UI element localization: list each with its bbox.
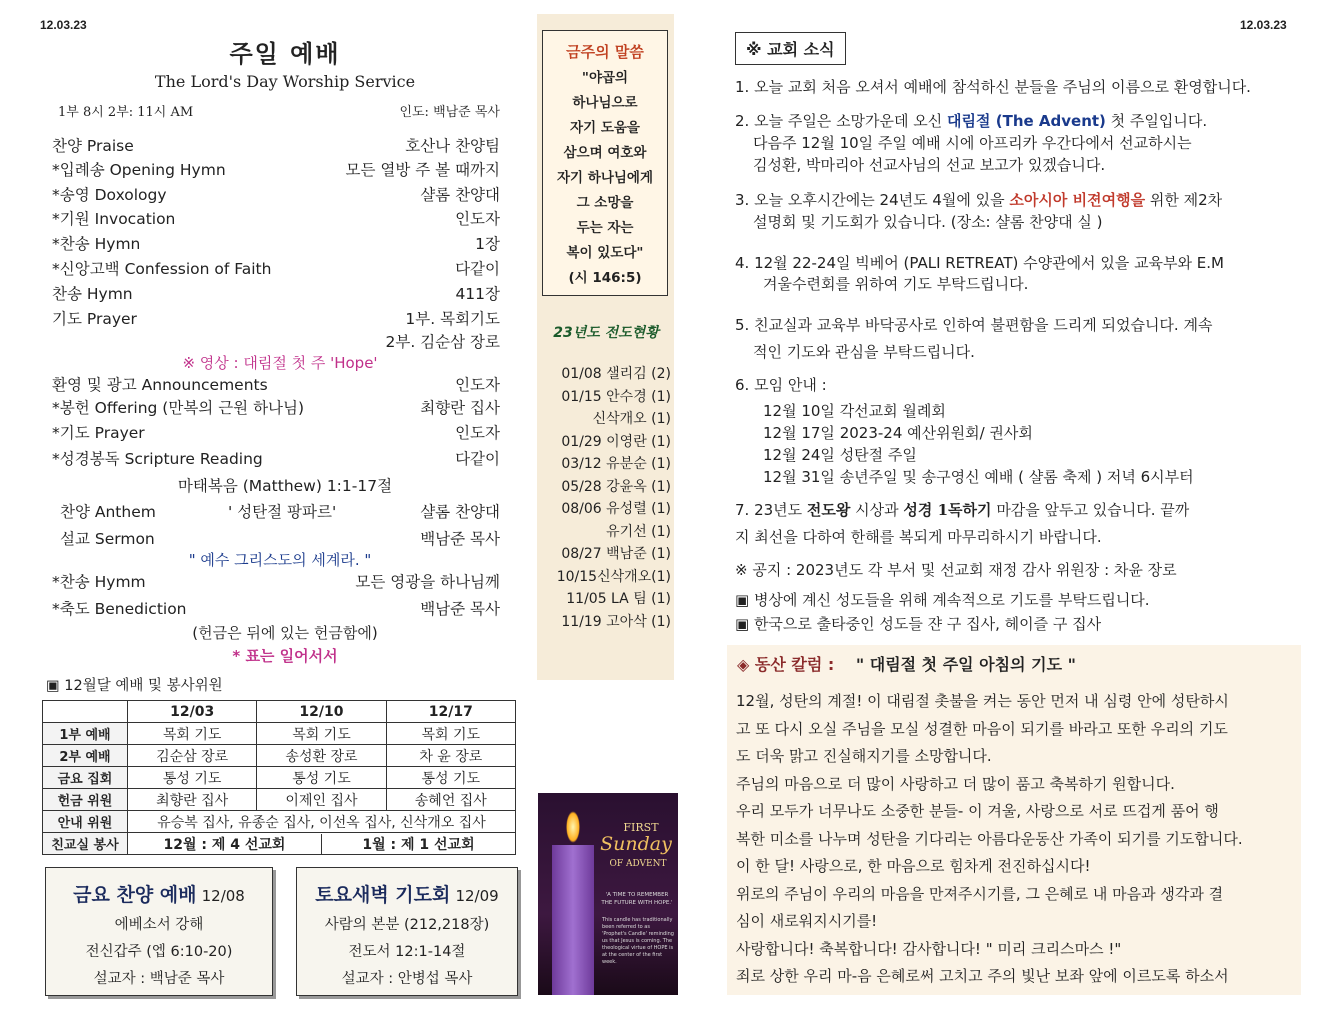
friday-worship-box <box>45 867 273 996</box>
table-corner <box>43 701 128 723</box>
saturday-line2: 전도서 12:1-14절 <box>348 944 466 960</box>
duty-table <box>42 700 516 855</box>
saturday-title: 토요새벽 기도회 <box>315 884 451 906</box>
anthem-choir: 샬롬 찬양대 <box>420 503 500 521</box>
list-item: 08/27 백남준 (1) <box>561 546 671 562</box>
meeting-item: 12월 24일 성탄절 주일 <box>763 446 917 464</box>
date-right: 12.03.23 <box>1240 18 1287 32</box>
meeting-item: 12월 31일 송년주일 및 송구영신 예배 ( 샬롬 축제 ) 저녁 6시부터 <box>763 468 1194 486</box>
order-row: *신앙고백 Confession of Faith 다같이 <box>52 260 500 278</box>
order-row: *기원 Invocation 인도자 <box>52 210 500 228</box>
worship-times: 1부 8시 2부: 11시 AM <box>58 105 194 120</box>
friday-line2: 전신갑주 (엡 6:10-20) <box>85 944 233 960</box>
meeting-item: 12월 17일 2023-24 예산위원회/ 권사회 <box>763 424 1033 442</box>
meeting-item: 12월 10일 각선교회 월례회 <box>763 402 946 420</box>
advent-candle-image: FIRST Sunday OF ADVENT 'A TIME TO REMEMBER THE FUTURE WITH HOPE.' This candle has traditionally been referred to as 'Prophet's Candle' reminding us that Jesus is coming. The theological virtue of HOPE is at the center of the first week. <box>538 793 678 995</box>
news-item-4-line2: 겨울수련회를 위하여 기도 부탁드립니다. <box>763 275 1029 293</box>
weekly-verse-box: 금주의 말씀 "야곱의 하나님으로 자기 도움을 삼으며 여호와 자기 하나님에게 그 소망을 두는 자는 복이 있도다" (시 146:5) <box>542 30 668 296</box>
order-row: *송영 Doxology 샬롬 찬양대 <box>52 186 500 204</box>
closing-hymn-label: *찬송 Hymm <box>52 573 146 591</box>
worship-subtitle: The Lord's Day Worship Service <box>154 72 416 91</box>
order-row: *기도 Prayer 인도자 <box>52 424 500 442</box>
friday-date: 12/08 <box>201 887 245 905</box>
order-row: *봉헌 Offering (만복의 근원 하나님) 최향란 집사 <box>52 399 500 417</box>
sermon-label: 설교 Sermon <box>60 530 155 548</box>
news-item-7-line2: 지 최선을 다하여 한해를 복되게 마무리하시기 바랍니다. <box>735 528 1102 546</box>
news-item-2-line3: 김성환, 박마리아 선교사님의 선교 보고가 있겠습니다. <box>753 156 1106 174</box>
scripture-ref: 마태복음 (Matthew) 1:1-17절 <box>177 477 393 495</box>
notice: ※ 공지 : 2023년도 각 부서 및 선교회 재정 감사 위원장 : 차윤 장로 <box>735 561 1177 579</box>
table-header-row <box>43 701 516 723</box>
table-row: 금요 집회 통성 기도 통성 기도 통성 기도 <box>43 767 516 789</box>
list-item: 08/06 유성렬 (1) <box>561 501 671 517</box>
table-row: 안내 위원 유승복 집사, 유종순 집사, 이선옥 집사, 신삭개오 집사 <box>43 811 516 833</box>
order-row: 환영 및 광고 Announcements 인도자 <box>52 376 500 394</box>
date-left: 12.03.23 <box>40 18 87 32</box>
saturday-prayer-box <box>296 867 518 996</box>
saturday-line1: 사람의 본분 (212,218장) <box>324 917 490 933</box>
list-item: 01/08 샐리김 (2) <box>561 366 671 382</box>
prayer-request: ▣ 병상에 계신 성도들을 위해 계속적으로 기도를 부탁드립니다. <box>735 591 1150 609</box>
news-item-1: 1. 오늘 교회 처음 오셔서 예배에 참석하신 분들을 주님의 이름으로 환영합니다. <box>735 78 1251 96</box>
order-row: 기도 Prayer 1부. 목회기도 <box>52 310 500 328</box>
news-item-6: 6. 모임 안내 : <box>735 376 827 394</box>
order-row: 찬송 Hymn 411장 <box>52 285 500 303</box>
news-item-5: 5. 친교실과 교육부 바닥공사로 인하여 불편함을 드리게 되었습니다. 계속 <box>735 316 1213 334</box>
order-row: *찬송 Hymn 1장 <box>52 235 500 253</box>
travel-note: ▣ 한국으로 출타중인 성도들 쟌 구 집사, 헤이즐 구 집사 <box>735 615 1102 633</box>
anthem-label: 찬양 Anthem <box>60 503 156 521</box>
list-item: 01/15 안수경 (1) <box>561 389 671 405</box>
table-header: 12/17 <box>386 701 515 723</box>
list-item: 01/29 이영란 (1) <box>561 434 671 450</box>
list-item: 03/12 유분순 (1) <box>561 456 671 472</box>
offering-note: (헌금은 뒤에 있는 헌금함에) <box>192 624 378 642</box>
list-item: 05/28 강윤옥 (1) <box>561 479 671 495</box>
duty-heading: ▣ 12월달 예배 및 봉사위원 <box>46 678 223 694</box>
stand-note: * 표는 일어서서 <box>232 647 338 665</box>
friday-line1: 에베소서 강해 <box>114 917 204 933</box>
order-row: *성경봉독 Scripture Reading 다같이 <box>52 450 500 468</box>
video-note: ※ 영상 : 대림절 첫 주 'Hope' <box>182 354 378 372</box>
column-body: 12월, 성탄의 계절! 이 대림절 촛불을 켜는 동안 먼저 내 심령 안에 성탄하시 고 또 다시 오실 주님을 모실 성결한 마음이 되기를 바라고 또한 우리의 기도 도 더욱 맑고 진실해지기를 소망합니다. 주님의 마음으로 더 많이 사랑하고 더 많이 품고 축복하기 원합니다. 우리 모두가 너무나도 소중한 분들- 이 겨울, 사랑으로 서로 뜨겁게 품어 행 복한 미소를 나누며 성탄을 기다리는 아름다운동산 가족이 되기를 기도합니다. 이 한 달! 사랑으로, 한 마음으로 힘차게 전진하십시다! 위로의 주님이 우리의 마음을 만져주시기를, 그 은혜로 내 마음과 생각과 결 심이 새로워지시기를! 사랑합니다! 축복합니다! 감사합니다! " 미리 크리스마스 !" 죄로 상한 우리 마-음 은혜로써 고치고 주의 빛난 보좌 앞에 이르도록 하소서 <box>736 692 1243 985</box>
saturday-line3: 설교자 : 안병섭 목사 <box>341 971 473 987</box>
news-item-2-line2: 다음주 12월 10일 주일 예배 시에 아프리카 우간다에서 선교하시는 <box>753 134 1192 152</box>
evangelism-heading: 23년도 전도현황 <box>553 325 659 341</box>
benediction-pastor: 백남준 목사 <box>420 600 500 618</box>
sermon-preacher: 백남준 목사 <box>420 530 500 548</box>
list-item: 유기선 (1) <box>606 524 671 540</box>
flame-icon <box>566 811 580 843</box>
list-item: 10/15신삭개오(1) <box>556 569 671 585</box>
table-row: 헌금 위원 최향란 집사 이제인 집사 송혜언 집사 <box>43 789 516 811</box>
table-header: 12/10 <box>257 701 386 723</box>
news-item-2: 2. 오늘 주일은 소망가운데 오신 대림절 (The Advent) 첫 주일입니다. <box>735 112 1208 130</box>
saturday-date: 12/09 <box>455 887 499 905</box>
news-item-3: 3. 오늘 오후시간에는 24년도 4월에 있을 소아시아 비젼여행을 위한 제2차 <box>735 191 1223 209</box>
fellowship-dec: 12월 : 제 4 선교회 <box>128 834 322 854</box>
news-item-7: 7. 23년도 전도왕 시상과 성경 1독하기 마감을 앞두고 있습니다. 끝까 <box>735 501 1190 519</box>
anthem-title: ' 성탄절 팡파르' <box>228 503 337 521</box>
worship-leader: 인도: 백남준 목사 <box>399 105 500 120</box>
closing-hymn-title: 모든 영광을 하나님께 <box>355 573 500 591</box>
column-heading: ◈ 동산 칼럼 : " 대림절 첫 주일 아침의 기도 " <box>737 655 1076 674</box>
sermon-title: " 예수 그리스도의 세계라. " <box>188 551 372 569</box>
news-item-3-line2: 설명회 및 기도회가 있습니다. (장소: 샬롬 찬양대 실 ) <box>753 213 1103 231</box>
order-row: 찬양 Praise 호산나 찬양팀 <box>52 137 500 155</box>
table-row: 1부 예배 목회 기도 목회 기도 목회 기도 <box>43 723 516 745</box>
friday-title: 금요 찬양 예배 <box>73 884 197 906</box>
list-item: 신삭개오 (1) <box>592 411 671 427</box>
prayer-second: 2부. 김순삼 장로 <box>385 333 500 351</box>
news-heading: ※ 교회 소식 <box>735 32 846 65</box>
news-item-5-line2: 적인 기도와 관심을 부탁드립니다. <box>753 343 975 361</box>
table-header: 12/03 <box>128 701 257 723</box>
fellowship-jan: 1월 : 제 1 선교회 <box>362 836 475 853</box>
worship-title: 주일 예배 <box>229 40 341 68</box>
list-item: 11/19 고아삭 (1) <box>561 614 671 630</box>
benediction-label: *축도 Benediction <box>52 600 187 618</box>
list-item: 11/05 LA 팀 (1) <box>566 591 671 607</box>
candle-icon <box>552 845 594 995</box>
news-item-4: 4. 12월 22-24일 빅베어 (PALI RETREAT) 수양관에서 있을 교육부와 E.M <box>735 254 1224 272</box>
table-row: 친교실 봉사 12월 : 제 4 선교회 1월 : 제 1 선교회 <box>43 833 516 855</box>
order-row: *입례송 Opening Hymn 모든 열방 주 볼 때까지 <box>52 161 500 179</box>
verse-heading: 금주의 말씀 <box>566 43 644 61</box>
friday-line3: 설교자 : 백남준 목사 <box>93 971 225 987</box>
table-row: 2부 예배 김순삼 장로 송성환 장로 차 윤 장로 <box>43 745 516 767</box>
